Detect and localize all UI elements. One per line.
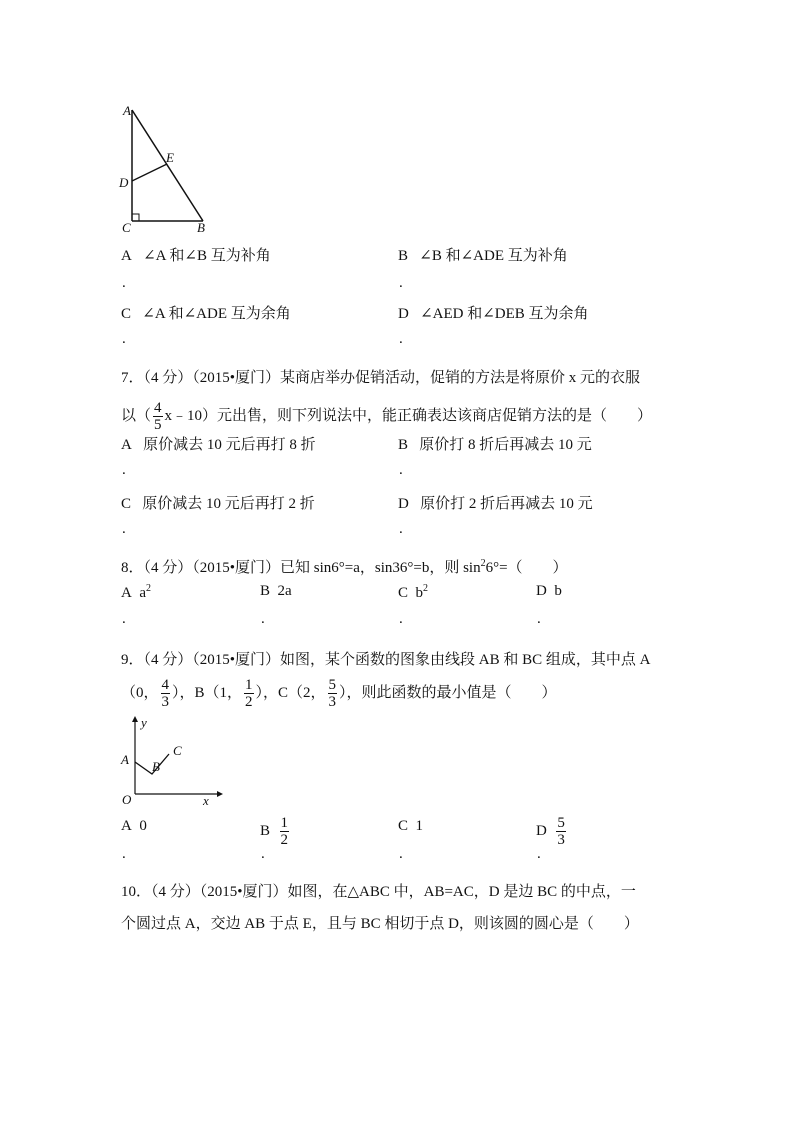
label-C: C [173, 743, 182, 758]
dot: . [122, 611, 126, 627]
dot: . [399, 611, 403, 627]
q8-option-a: A $a^2$ [121, 583, 152, 601]
dot: . [261, 846, 265, 862]
dot: . [399, 331, 403, 347]
q8-option-d: D b [536, 583, 562, 599]
fraction: $\frac{1}{2}$ [280, 815, 289, 848]
label-B: B [152, 759, 160, 774]
q9-option-b: B $\frac{1}{2}$ [260, 815, 289, 848]
fraction: $\frac{1}{2}$ [245, 677, 253, 710]
q9-stem-line2: （0， $\frac{4}{3}$ ），B（1， $\frac{1}{2}$ ），C（2， $\frac{5}{3}$ ），则此函数的最小值是（ ） [121, 677, 557, 710]
dot: . [122, 846, 126, 862]
q6-option-b: B ∠B 和∠ADE 互为补角 [398, 248, 568, 264]
q9-option-c: C 1 [398, 818, 424, 834]
function-graph [115, 712, 225, 807]
label-A: A [121, 752, 129, 767]
label-C: C [122, 220, 131, 235]
fraction: $\frac{5}{3}$ [328, 677, 337, 710]
q6-option-c: C ∠A 和∠ADE 互为余角 [121, 306, 291, 322]
triangle-figure [110, 100, 220, 240]
dot: . [399, 846, 403, 862]
q7-stem-line1: 7．（4 分）（2015•厦门）某商店举办促销活动，促销的方法是将原价 x 元的衣服 [121, 370, 641, 386]
q7-stem-line2: 以（ $\frac{4}{5}$ x﹣10）元出售，则下列说法中，能正确表达该商店促销方法的是（ ） [121, 400, 653, 433]
q10-stem-line1: 10．（4 分）（2015•厦门）如图，在△ABC 中，AB=AC，D 是边 BC 的中点，一 [121, 884, 636, 900]
label-O: O [122, 792, 132, 807]
q10-stem-line2: 个圆过点 A，交边 AB 于点 E，且与 BC 相切于点 D，则该圆的圆心是（ ） [121, 916, 639, 932]
dot: . [122, 331, 126, 347]
fraction: $\frac{4}{5}$ [154, 400, 162, 433]
dot: . [122, 275, 126, 291]
axis-y-label: y [141, 715, 147, 730]
dot: . [122, 521, 126, 537]
label-A: A [123, 103, 131, 118]
label-E: E [166, 150, 174, 165]
label-B: B [197, 220, 205, 235]
fraction: $\frac{5}{3}$ [557, 815, 565, 848]
dot: . [122, 462, 126, 478]
q7-option-d: D 原价打 2 折后再减去 10 元 [398, 496, 593, 512]
q8-stem: 8．（4 分）（2015•厦门）已知 sin6°=a，sin36°=b，则 $\sin^26^\circ=$（ ） [121, 558, 568, 576]
label-D: D [119, 175, 129, 190]
q7-option-b: B 原价打 8 折后再减去 10 元 [398, 437, 592, 453]
q7-option-a: A 原价减去 10 元后再打 8 折 [121, 437, 316, 453]
q9-stem-line1: 9．（4 分）（2015•厦门）如图，某个函数的图象由线段 AB 和 BC 组成，其中点 A [121, 652, 651, 668]
q9-option-d: D $\frac{5}{3}$ [536, 815, 565, 848]
dot: . [261, 611, 265, 627]
q8-option-b: B 2a [260, 583, 292, 599]
q7-option-c: C 原价减去 10 元后再打 2 折 [121, 496, 315, 512]
dot: . [537, 611, 541, 627]
dot: . [399, 462, 403, 478]
dot: . [537, 846, 541, 862]
fraction: $\frac{4}{3}$ [161, 677, 170, 710]
q9-option-a: A 0 [121, 818, 147, 834]
dot: . [399, 521, 403, 537]
q6-option-d: D ∠AED 和∠DEB 互为余角 [398, 306, 589, 322]
q6-option-a: A ∠A 和∠B 互为补角 [121, 248, 271, 264]
dot: . [399, 275, 403, 291]
axis-x-label: x [203, 793, 209, 807]
q8-option-c: C $b^2$ [398, 583, 429, 601]
